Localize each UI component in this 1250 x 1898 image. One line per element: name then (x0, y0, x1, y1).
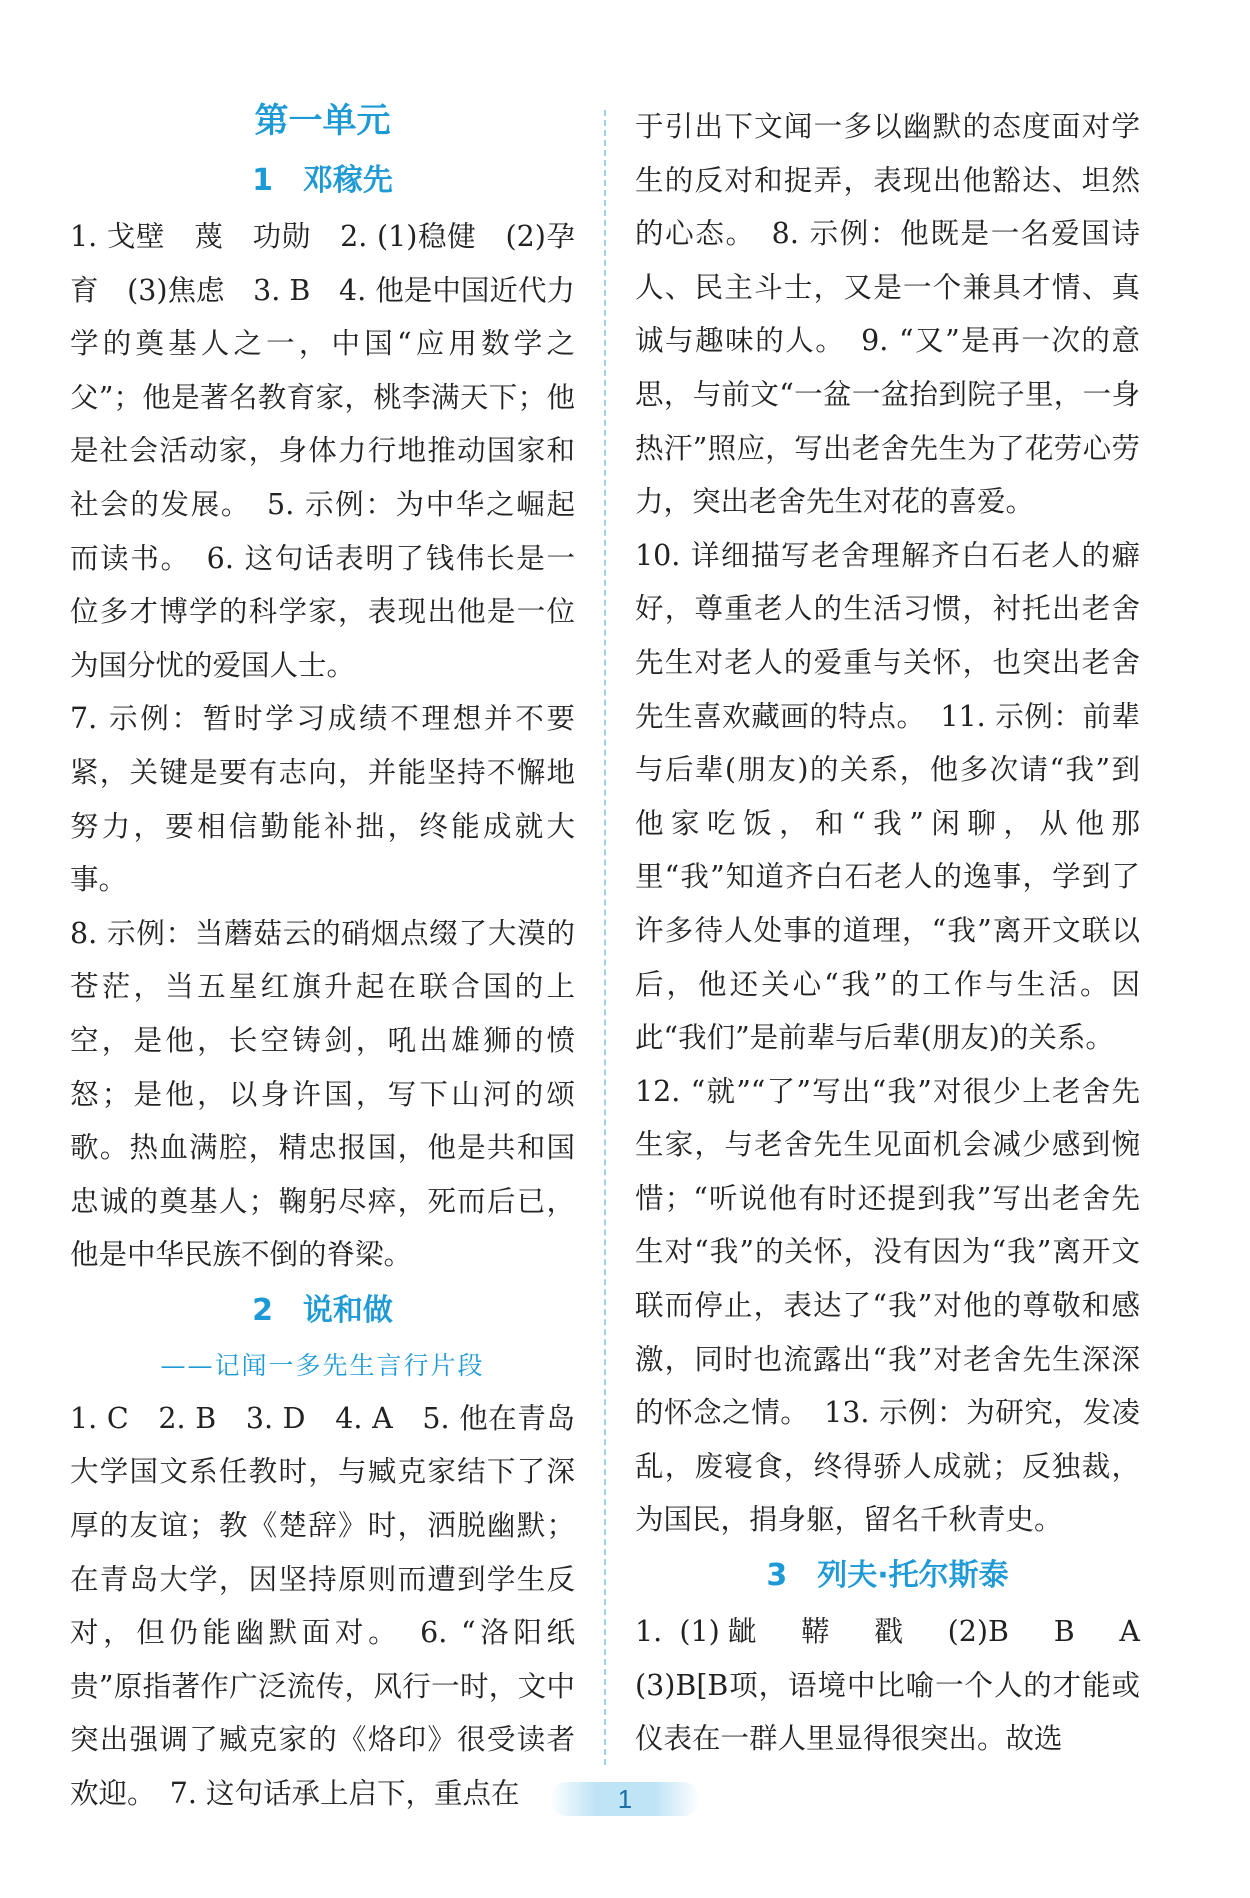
left-column (70, 90, 575, 1821)
lesson-3-title: 3 列夫·托尔斯泰 (766, 1558, 1009, 1594)
lesson-1-title: 1 邓稼先 (252, 163, 393, 198)
page-number-badge (550, 1782, 700, 1816)
lesson-1-item-7: 7. 示例：暂时学习成绩不理想并不要紧，关键是要有志向，并能坚持不懈地努力，要相信勤能补拙，终能成就大事。 (70, 702, 575, 897)
lesson-2-item-12-13: 12. “就”“了”写出“我”对很少上老舍先生家，与老舍先生见面机会减少感到惋惜；“听说他有时还提到我”写出老舍先生对“我”的关怀，没有因为“我”离开文联而停止，表达了“我”对他的尊敬和感激，同时也流露出“我”对老舍先生深深的怀念之情。 13. 示例：为研究，发凌乱，废寝食，终得骄人成就；反独裁，为国民，捐身躯，留名千秋青史。 (635, 1074, 1140, 1537)
lesson-3-answers: 1. (1)龇 鞯 戳 (2)B B A (3)B[B项，语境中比喻一个人的才能或仪表在一群人里显得很突出。故选 (635, 1615, 1169, 1756)
page-footer (0, 1782, 1250, 1816)
lesson-2-answers-continued: 于引出下文闻一多以幽默的态度面对学生的反对和捉弄，表现出他豁达、坦然的心态。 8. 示例：他既是一名爱国诗人、民主斗士，又是一个兼具才情、真诚与趣味的人。 9. “又”是再一次的意思，与前文“一盆一盆抬到院子里，一身热汗”照应，写出老舍先生为了花劳心劳力，突出老舍先生对花的喜爱。 (635, 110, 1140, 519)
lesson-1-item-8: 8. 示例：当蘑菇云的硝烟点缀了大漠的苍茫，当五星红旗升起在联合国的上空，是他，长空铸剑，吼出雄狮的愤怒；是他，以身许国，写下山河的颂歌。热血满腔，精忠报国，他是共和国忠诚的奠基人；鞠躬尽瘁，死而后已，他是中华民族不倒的脊梁。 (70, 916, 575, 1272)
lesson-2-answers: 1. C 2. B 3. D 4. A 5. 他在青岛大学国文系任教时，与臧克家结下了深厚的友谊；教《楚辞》时，洒脱幽默；在青岛大学，因坚持原则而遭到学生反对，但仍能幽默面对。 6. “洛阳纸贵”原指著作广泛流传，风行一时，文中突出强调了臧克家的《烙印》很受读者欢迎。 7. 这句话承上启下，重点在 (70, 1401, 575, 1811)
page-number: 1 (617, 1783, 633, 1814)
column-divider (604, 110, 606, 1765)
unit-title: 第一单元 (254, 101, 391, 141)
lesson-1-answers: 1. 戈壁 蔑 功勋 2. (1)稳健 (2)孕育 (3)焦虑 3. B 4. 他是中国近代力学的奠基人之一，中国“应用数学之父”；他是著名教育家，桃李满天下；他是社会活动家，身体力行地推动国家和社会的发展。 5. 示例：为中华之崛起而读书。 6. 这句话表明了钱伟长是一位多才博学的科学家，表现出他是一位为国分忧的爱国人士。 (70, 220, 575, 682)
right-column (635, 100, 1169, 1766)
lesson-2-subtitle: ——记闻一多先生言行片段 (160, 1350, 485, 1380)
lesson-2-title: 2 说和做 (252, 1292, 393, 1328)
lesson-2-item-10-11: 10. 详细描写老舍理解齐白石老人的癖好，尊重老人的生活习惯，衬托出老舍先生对老人的爱重与关怀，也突出老舍先生喜欢藏画的特点。 11. 示例：前辈与后辈(朋友)的关系，他多次请“我”到他家吃饭，和“我”闲聊，从他那里“我”知道齐白石老人的逸事，学到了许多待人处事的道理，“我”离开文联以后，他还关心“我”的工作与生活。因此“我们”是前辈与后辈(朋友)的关系。 (635, 538, 1140, 1055)
